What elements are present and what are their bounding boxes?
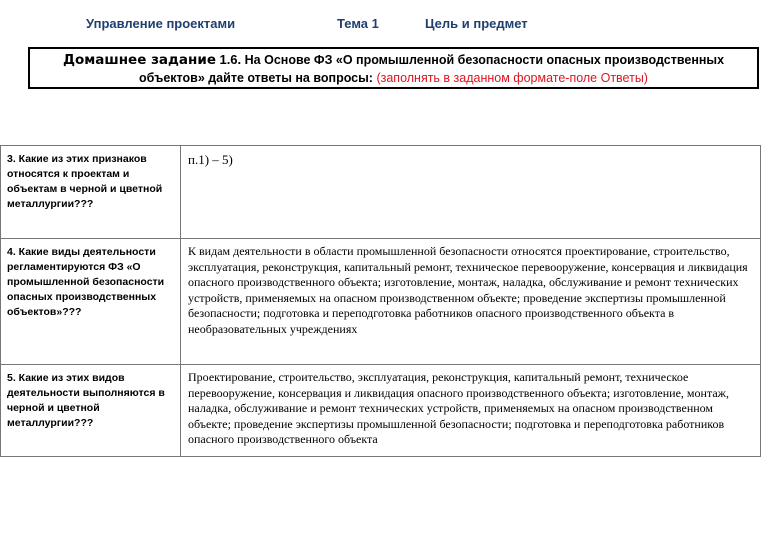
table-row xyxy=(1,239,761,365)
table-row xyxy=(1,365,761,457)
slide-header xyxy=(0,16,780,34)
homework-hint: (заполнять в заданном формате-поле Ответы) xyxy=(376,71,648,85)
answer-cell[interactable]: К видам деятельности в области промышленной безопасности относятся проектирование, строительство, эксплуатация, реконструкция, капитальный ремонт, техническое перевооружение, консервация и ликвидация опасного производственного объекта; изготовление, монтаж, наладка, обслуживание и ремонт технических устройств, применяемых на опасном производственном объекте; проведение экспертизы промышленной безопасности; подготовка и переподготовка работников опасного производственного объекта в необразовательных учреждениях xyxy=(181,239,761,365)
answer-cell[interactable]: Проектирование, строительство, эксплуатация, реконструкция, капитальный ремонт, техническое перевооружение, консервация и ликвидация опасного производственного объекта; изготовление, монтаж, наладка, обслуживание и ремонт технических устройств, применяемых на опасном производственном объекте; проведение экспертизы промышленной безопасности; подготовка и переподготовка работников опасного производственного объекта xyxy=(181,365,761,457)
homework-number: 1.6. xyxy=(219,52,242,67)
qa-table xyxy=(0,145,761,457)
answer-cell[interactable]: п.1) – 5) xyxy=(181,146,761,239)
question-cell: 4. Какие виды деятельности регламентируются ФЗ «О промышленной безопасности опасных производственных объектов»??? xyxy=(1,239,181,365)
homework-task-box xyxy=(28,47,759,89)
question-cell: 5. Какие из этих видов деятельности выполняются в черной и цветной металлургии??? xyxy=(1,365,181,457)
table-row xyxy=(1,146,761,239)
course-title: Управление проектами xyxy=(86,16,236,31)
topic-label: Тема 1 xyxy=(337,16,379,31)
question-cell: 3. Какие из этих признаков относятся к проектам и объектам в черной и цветной металлургии??? xyxy=(1,146,181,239)
homework-instructions: На Основе ФЗ «О промышленной безопасности опасных производственных объектов» дайте ответы на вопросы: xyxy=(139,53,725,85)
homework-title: Домашнее задание xyxy=(62,52,216,68)
subject-label: Цель и предмет xyxy=(425,16,528,31)
